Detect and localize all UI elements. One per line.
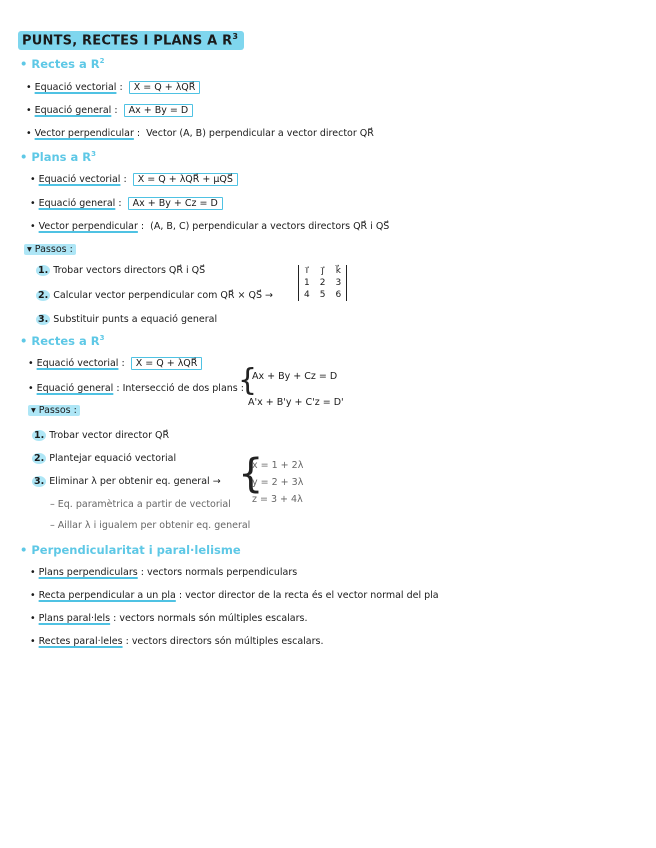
s3-passos: ▾ Passos :: [28, 405, 80, 416]
s1-vectorial: • Equació vectorial : X = Q + λQR⃗: [26, 82, 200, 93]
s4-item-2: • Recta perpendicular a un pla : vector director de la recta és el vector normal del pla: [30, 590, 439, 601]
section-perpendicularitat: • Perpendicularitat i paral·lelisme: [20, 543, 241, 557]
section-rectes-r3: • Rectes a $R^3$: [20, 334, 105, 348]
s3-system-eq2: A'x + B'y + C'z = D': [248, 397, 344, 408]
system-brace: {: [238, 363, 258, 398]
s3-step-3: 3. Eliminar λ per obtenir eq. general →: [34, 476, 221, 487]
s2-step-3: 3. Substituir punts a equació general: [38, 314, 218, 325]
cross-product-matrix: i⃗ j⃗ k⃗ 1 2 3 4 5 6: [298, 265, 347, 301]
s3-step-1: 1. Trobar vector director QR⃗: [34, 430, 170, 441]
s3-step-2: 2. Plantejar equació vectorial: [34, 453, 177, 464]
s3-vectorial: • Equació vectorial : X = Q + λQR⃗: [28, 358, 202, 369]
s2-general: • Equació general : Ax + By + Cz = D: [30, 198, 223, 209]
s1-general: • Equació general : Ax + By = D: [26, 105, 193, 116]
s2-vectorial-formula: X = Q + λQR⃗ + μQS⃗: [133, 173, 238, 186]
s2-passos: ▾ Passos :: [24, 244, 76, 255]
s4-item-4: • Rectes paral·leles : vectors directors són múltiples escalars.: [30, 636, 324, 647]
s4-item-1: • Plans perpendiculars : vectors normals perpendiculars: [30, 567, 298, 578]
param-brace: {: [238, 451, 264, 497]
s1-general-formula: Ax + By = D: [124, 104, 194, 117]
s3-vectorial-formula: X = Q + λQR⃗: [131, 357, 203, 370]
s4-item-3: • Plans paral·lels : vectors normals són múltiples escalars.: [30, 613, 308, 624]
page-title: PUNTS, RECTES I PLANS A $R^3$: [18, 31, 244, 50]
s3-param-x: x = 1 + 2λ: [252, 460, 304, 471]
s3-system-eq1: Ax + By + Cz = D: [252, 371, 338, 382]
s1-perpendicular: • Vector perpendicular : Vector (A, B) perpendicular a vector director QR⃗: [26, 128, 374, 139]
s2-general-formula: Ax + By + Cz = D: [128, 197, 223, 210]
s2-vectorial: • Equació vectorial : X = Q + λQR⃗ + μQS⃗: [30, 174, 238, 185]
s3-general: • Equació general : Intersecció de dos plans :: [28, 383, 244, 394]
section-rectes-r2: • Rectes a $R^2$: [20, 57, 105, 71]
section-plans-r3: • Plans a $R^3$: [20, 150, 97, 164]
s3-param-z: z = 3 + 4λ: [252, 494, 303, 505]
s2-step-2: 2. Calcular vector perpendicular com QR⃗ × QS⃗ →: [38, 290, 273, 301]
s2-perpendicular: • Vector perpendicular : (A, B, C) perpendicular a vectors directors QR⃗ i QS⃗: [30, 221, 390, 232]
s3-substep-1: – Eq. paramètrica a partir de vectorial: [50, 499, 231, 510]
s2-step-1: 1. Trobar vectors directors QR⃗ i QS⃗: [38, 265, 206, 276]
s1-vectorial-formula: X = Q + λQR⃗: [129, 81, 201, 94]
s3-param-y: y = 2 + 3λ: [252, 477, 304, 488]
s3-substep-2: – Aillar λ i igualem per obtenir eq. general: [50, 520, 251, 531]
